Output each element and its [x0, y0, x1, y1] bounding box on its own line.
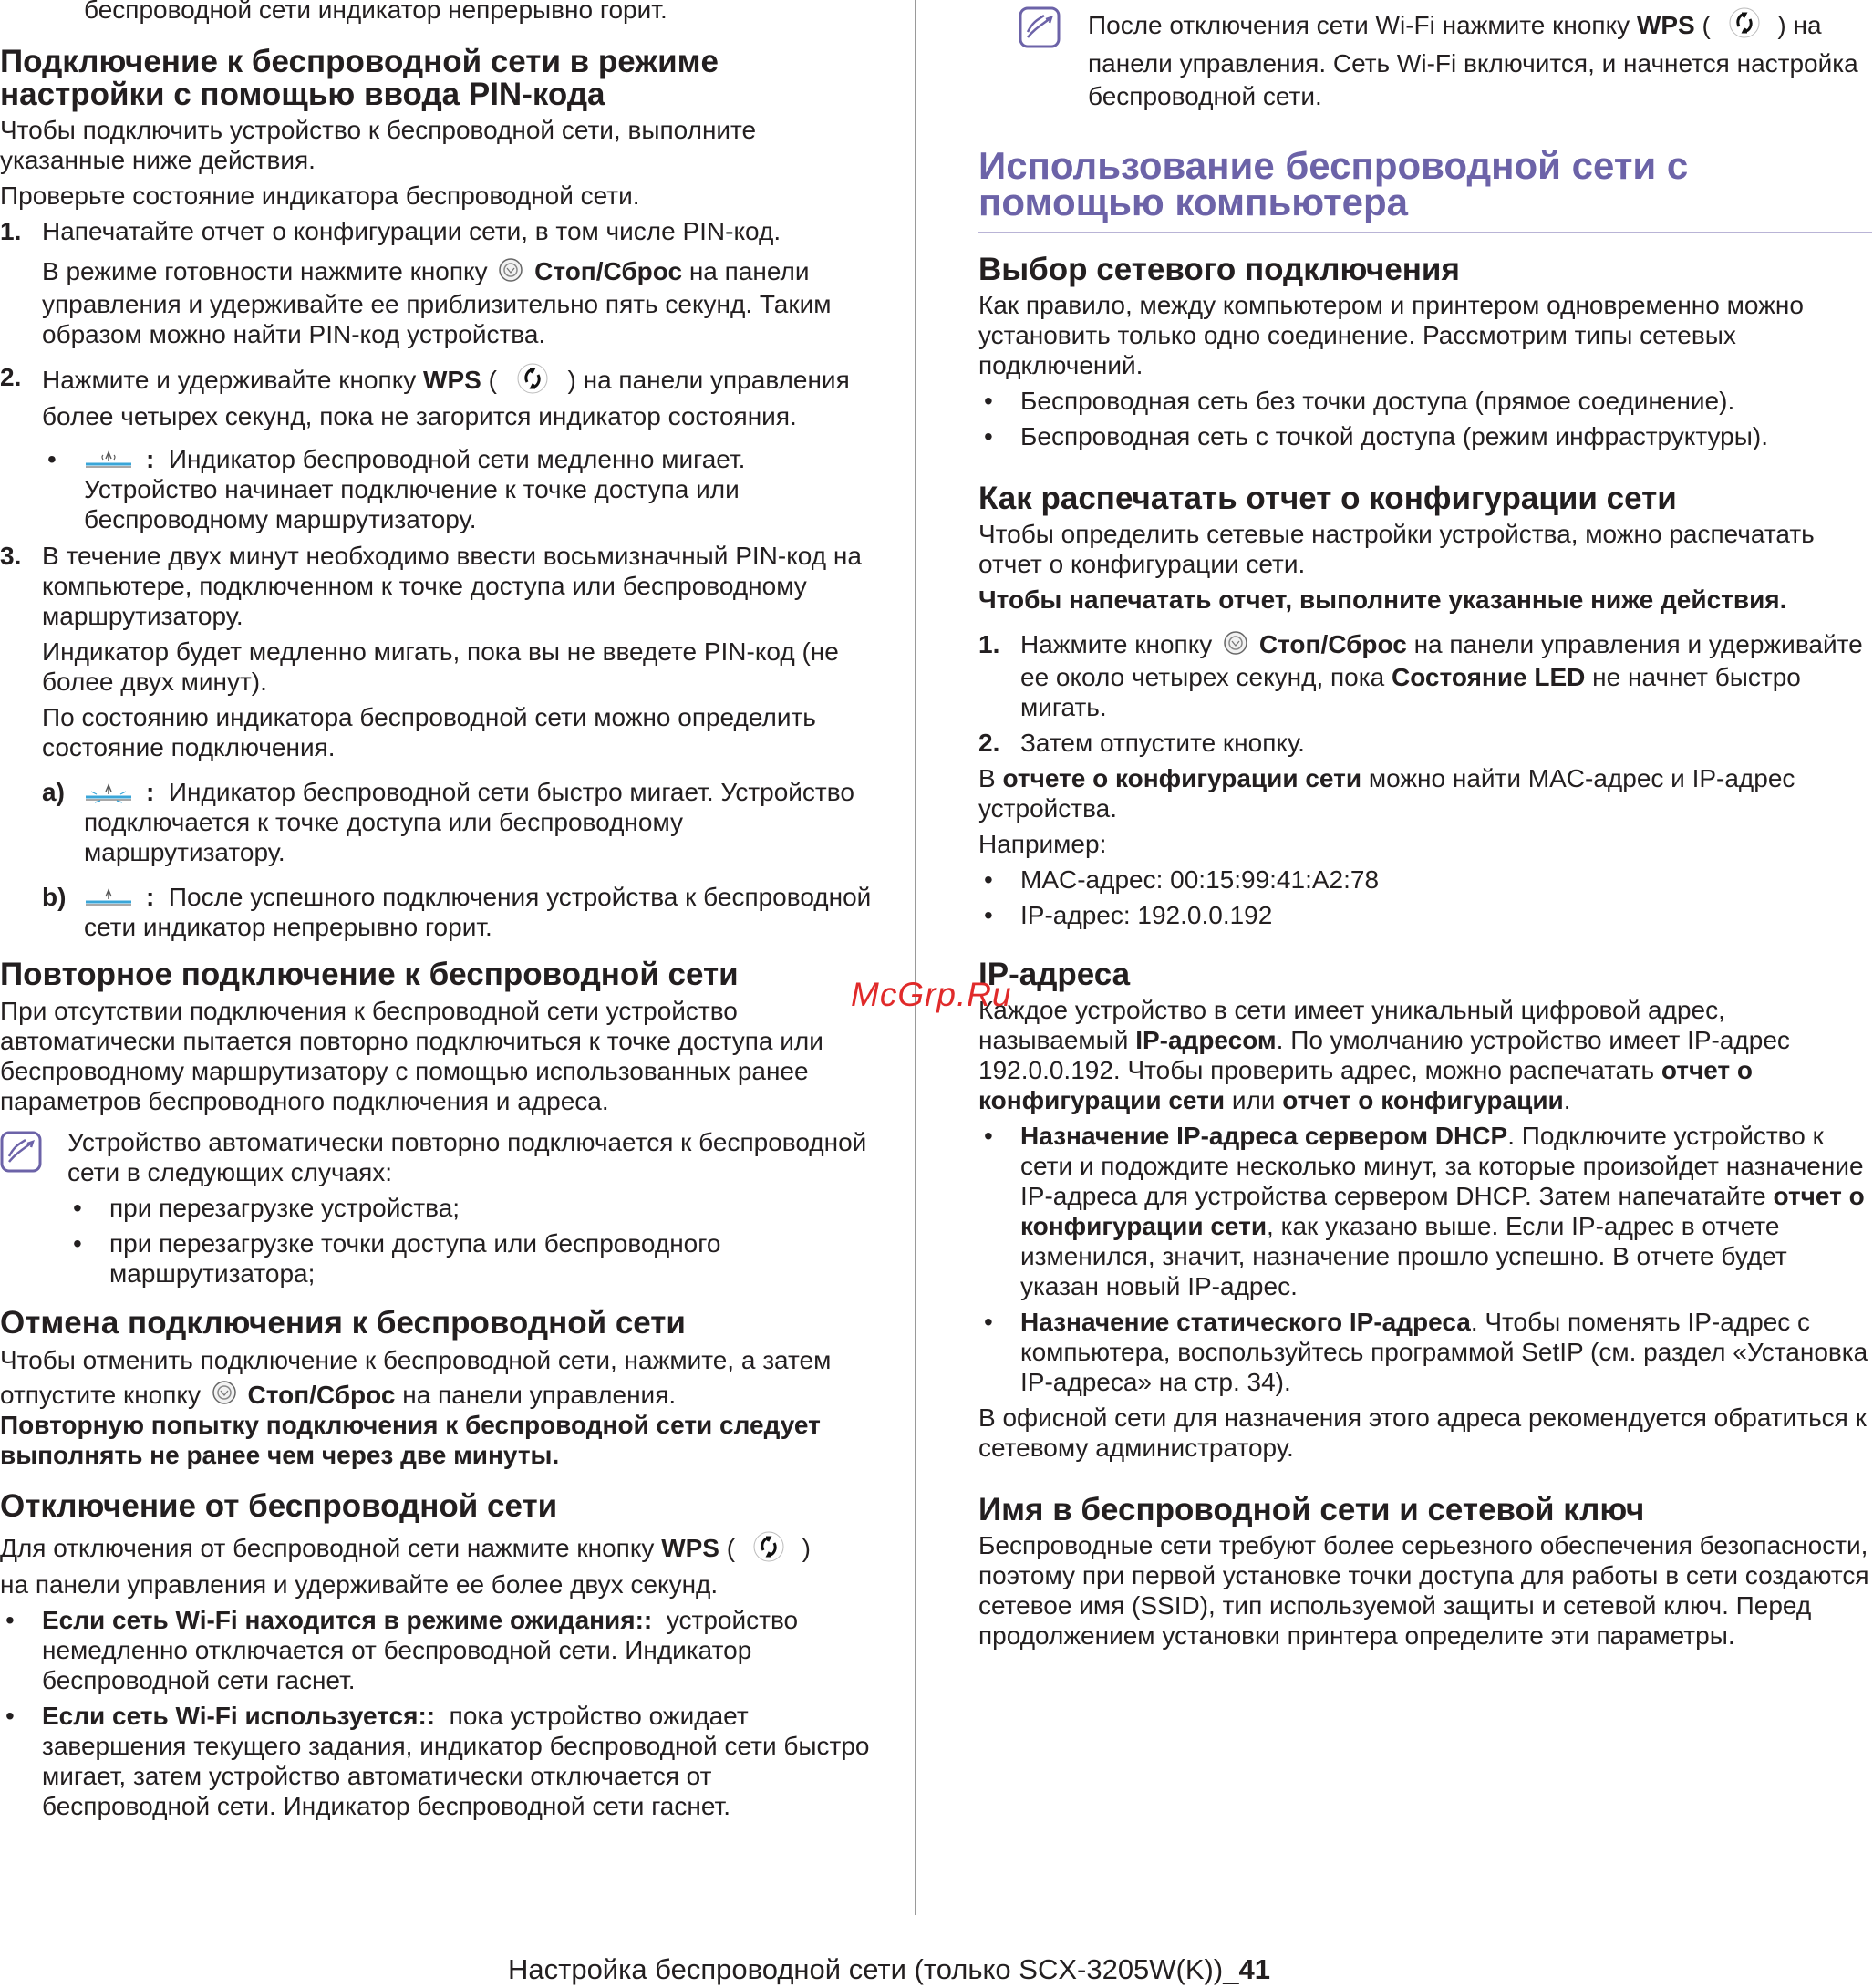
note-bullet: [67, 1228, 875, 1289]
wps-label: WPS: [423, 366, 481, 394]
reconnect-section-title: Повторное подключение к беспроводной сети: [0, 957, 739, 993]
bullet: •: [984, 901, 993, 930]
bullet: •: [73, 1229, 82, 1258]
ssid-section-title: Имя в беспроводной сети и сетевой ключ: [978, 1492, 1645, 1528]
wps-label: WPS: [661, 1533, 719, 1562]
text: можно найти MAC-адрес и IP-адрес устройства.: [978, 764, 1795, 823]
step-text: ) на панели управления более четырех секунд, пока не загорится индикатор состояния.: [42, 366, 850, 431]
wps-label: WPS: [1636, 10, 1695, 39]
cancel-text: [0, 1343, 875, 1414]
wireless-led-fast-icon: [84, 782, 140, 806]
report-step-2: [978, 728, 1872, 758]
ip-bullet-dhcp: [978, 1121, 1872, 1301]
colon: :: [146, 883, 155, 912]
bullet: •: [984, 1308, 993, 1337]
bullet-title: Если сеть Wi-Fi находится в режиме ожидания::: [42, 1605, 653, 1634]
ip-bullet-static: [978, 1307, 1872, 1397]
disconnect-section-title: Отключение от беспроводной сети: [0, 1487, 558, 1524]
ip-address: [978, 900, 1872, 930]
bullet: •: [984, 387, 993, 415]
footer-text: Настройка беспроводной сети (только SCX-3205W(K))_: [508, 1953, 1239, 1985]
step-number: 3.: [0, 542, 22, 571]
stop-reset-label: Стоп/Сброс: [534, 257, 683, 285]
step-number: 2.: [0, 363, 22, 392]
report-text: Чтобы определить сетевые настройки устройства, можно распечатать отчет о конфигурации сети.: [978, 520, 1815, 578]
text: Для отключения от беспроводной сети нажмите кнопку: [0, 1533, 655, 1562]
pin-step-3: [0, 541, 875, 631]
mac-value: MAC-адрес: 00:15:99:41:A2:78: [1020, 865, 1380, 895]
choose-bullet-2: [978, 421, 1872, 451]
bullet-title: Назначение IP-адреса сервером DHCP: [1020, 1122, 1508, 1151]
bullet-text: устройство немедленно отключается от беспроводной сети. Индикатор беспроводной сети гаснет.: [42, 1605, 799, 1694]
paren: ): [802, 1533, 811, 1562]
step-text: не начнет быстро мигать.: [1020, 663, 1801, 722]
report-name: отчете о конфигурации сети: [1002, 764, 1362, 793]
step-text: на панели управления и удерживайте ее около четырех секунд, пока: [1020, 630, 1863, 692]
report-section-title: Как распечатать отчет о конфигурации сети: [978, 481, 1677, 516]
note-text: ) на панели управления. Сеть Wi-Fi включится, и начнется настройка беспроводной сети.: [1088, 10, 1858, 110]
pin-step-3-detail-2: По состоянию индикатора беспроводной сети можно определить состояние подключения.: [42, 703, 816, 762]
main-section-title: Использование беспроводной сети с помощью компьютера: [978, 144, 1689, 223]
bullet-text: пока устройство ожидает завершения текущего задания, индикатор беспроводной сети быстро мигает, затем устройство автоматически отключается от беспроводной сети. Индикатор беспроводной сети гаснет.: [42, 1701, 870, 1820]
note-text: Устройство автоматически повторно подключается к беспроводной сети в следующих случаях:: [67, 1128, 867, 1187]
text: Чтобы отменить подключение к беспроводной сети, нажмите, а затем отпустите кнопку: [0, 1346, 832, 1410]
paren: (: [488, 366, 497, 394]
status-led-label: Состояние LED: [1391, 663, 1586, 692]
pin-step-2: [0, 362, 875, 431]
disconnect-bullet-1: [0, 1605, 875, 1695]
reconnect-text: При отсутствии подключения к беспроводной сети устройство автоматически пытается повторно подключиться к точке доступа или беспроводному маршрутизатору с помощью использованных ранее параметров беспроводного подключения и адреса.: [0, 997, 823, 1116]
text: на панели управления и удерживайте ее более двух секунд.: [0, 1569, 719, 1599]
wps-icon: [517, 362, 548, 401]
wireless-led-on-icon: [84, 887, 140, 911]
pin-section-title: Подключение к беспроводной сети в режиме настройки с помощью ввода PIN-кода: [0, 44, 719, 112]
office-text: В офисной сети для назначения этого адреса рекомендуется обратиться к сетевому администратору.: [978, 1403, 1867, 1463]
text: на панели управления.: [402, 1381, 677, 1410]
choose-text: Как правило, между компьютером и принтером одновременно можно установить только одно соединение. Рассмотрим типы сетевых подключений.: [978, 291, 1804, 379]
bullet-text: . Чтобы поменять IP-адрес с компьютера, воспользуйтесь программой SetIP (см. раздел «Установка IP-адреса» на стр. 34).: [1020, 1308, 1868, 1397]
stop-reset-icon: [1223, 630, 1248, 662]
substep-label: a): [42, 778, 65, 807]
reconnect-note: [0, 1127, 875, 1289]
step-text: Нажмите кнопку: [1020, 630, 1213, 658]
paren: (: [726, 1533, 736, 1562]
paren: (: [1702, 10, 1711, 39]
wireless-led-slow-icon: [84, 450, 140, 473]
substep-text: После успешного подключения устройства к беспроводной сети индикатор непрерывно горит.: [84, 883, 872, 942]
pin-step-3-a: [0, 777, 875, 867]
colon: :: [146, 778, 155, 807]
report-mac-text: [978, 763, 1872, 823]
title-rule: [978, 232, 1872, 233]
note-bullet: [67, 1193, 875, 1223]
top-line: беспроводной сети индикатор непрерывно горит.: [84, 0, 667, 24]
disconnect-bullet-2: [0, 1701, 875, 1821]
cancel-warning: Повторную попытку подключения к беспроводной сети следует выполнять не ранее чем через две минуты.: [0, 1410, 821, 1469]
bullet: •: [984, 422, 993, 450]
report-bold: Чтобы напечатать отчет, выполните указанные ниже действия.: [978, 585, 1787, 614]
ip-section-title: IP-адреса: [978, 957, 1131, 993]
report-step-1: [978, 629, 1872, 722]
wps-icon: [753, 1530, 784, 1569]
pin-step-2-bullet: [0, 444, 875, 534]
bullet: •: [47, 445, 57, 474]
bold-term: отчет о конфигурации сети: [978, 1056, 1754, 1115]
note-text: После отключения сети Wi-Fi нажмите кнопку: [1088, 10, 1630, 39]
text: . По умолчанию устройство имеет IP-адрес 192.0.0.192. Чтобы проверить адрес, можно распечатать: [978, 1026, 1790, 1085]
choose-section-title: Выбор сетевого подключения: [978, 252, 1460, 287]
bullet-title: Назначение статического IP-адреса: [1020, 1308, 1471, 1337]
bullet: •: [73, 1194, 82, 1223]
watermark: McGrp.Ru: [851, 976, 1012, 1013]
bullet-text: при перезагрузке устройства;: [109, 1194, 460, 1223]
bullet-text: Беспроводная сеть с точкой доступа (режим инфраструктуры).: [1020, 422, 1768, 450]
bold-term: IP-адресом: [1135, 1026, 1277, 1055]
bullet-text: Беспроводная сеть без точки доступа (прямое соединение).: [1020, 387, 1735, 415]
text: В: [978, 764, 996, 793]
detail-text: на панели управления и удерживайте ее приблизительно пять секунд. Таким образом можно найти PIN-код устройства.: [42, 257, 832, 349]
wps-icon: [1729, 6, 1760, 47]
bullet-text: Индикатор беспроводной сети медленно мигает. Устройство начинает подключение к точке доступа или беспроводному маршрутизатору.: [84, 445, 746, 534]
step-text: В течение двух минут необходимо ввести восьмизначный PIN-код на компьютере, подключенном к точке доступа или беспроводному маршрутизатору.: [42, 542, 862, 631]
right-column: [978, 0, 1872, 1651]
note-icon: [1019, 6, 1061, 57]
stop-reset-label: Стоп/Сброс: [247, 1381, 396, 1410]
note-icon: [0, 1131, 42, 1179]
stop-reset-icon: [498, 257, 523, 289]
example-label: Например:: [978, 830, 1107, 859]
bullet: •: [5, 1701, 15, 1730]
pin-step-1: [0, 216, 875, 246]
choose-bullet-1: [978, 386, 1872, 416]
page-footer: [508, 1954, 1270, 1985]
bullet-title: Если сеть Wi-Fi используется::: [42, 1701, 436, 1730]
mac-address: [978, 865, 1872, 895]
pin-intro-2: Проверьте состояние индикатора беспроводной сети.: [0, 181, 640, 210]
wifi-note: [978, 6, 1872, 113]
pin-intro: Чтобы подключить устройство к беспроводной сети, выполните указанные ниже действия.: [0, 116, 757, 174]
pin-step-3-b: [0, 882, 875, 942]
column-divider: [915, 0, 916, 1915]
disconnect-text: [0, 1530, 875, 1600]
bullet-text: . Подключите устройство к сети и подождите несколько минут, за которые произойдет назначение IP-адреса для устройства сервером DHCP. Затем напечатайте: [1020, 1122, 1864, 1211]
left-column: [0, 0, 875, 1821]
stop-reset-label: Стоп/Сброс: [1258, 630, 1407, 658]
bullet-text: при перезагрузке точки доступа или беспроводного маршрутизатора;: [109, 1229, 721, 1289]
step-number: 2.: [978, 729, 1000, 758]
bullet: •: [984, 865, 993, 895]
detail-text: В режиме готовности нажмите кнопку: [42, 257, 488, 285]
ip-text: [978, 995, 1872, 1115]
substep-text: Индикатор беспроводной сети быстро мигает. Устройство подключается к точке доступа или беспроводному маршрутизатору.: [84, 778, 854, 867]
step-text: Нажмите и удерживайте кнопку: [42, 366, 417, 394]
ssid-text: Беспроводные сети требуют более серьезного обеспечения безопасности, поэтому при первой установке точки доступа для работы в сети создаются сетевое имя (SSID), тип используемой защиты и сетевой ключ. Перед продолжением установки принтера определите эти параметры.: [978, 1531, 1869, 1651]
page-number: 41: [1238, 1953, 1270, 1985]
step-number: 1.: [0, 217, 22, 245]
colon: :: [146, 445, 155, 474]
pin-step-3-detail-1: Индикатор будет медленно мигать, пока вы не введете PIN-код (не более двух минут).: [42, 637, 839, 697]
bullet-text: , как указано выше. Если IP-адрес в отчете изменился, значит, назначение прошло успешно. В отчете будет указан новый IP-адрес.: [1020, 1212, 1787, 1301]
text: или: [1231, 1086, 1276, 1115]
text: .: [1563, 1086, 1571, 1115]
bullet: •: [984, 1122, 993, 1151]
bullet: •: [5, 1605, 15, 1634]
step-number: 1.: [978, 630, 1000, 658]
text: Каждое устройство в сети имеет уникальный цифровой адрес, называемый: [978, 996, 1725, 1055]
step-text: Затем отпустите кнопку.: [1020, 729, 1305, 758]
step-text: Напечатайте отчет о конфигурации сети, в том числе PIN-код.: [42, 217, 781, 245]
pin-step-1-detail: [0, 256, 875, 349]
bold-term: отчет о конфигурации: [1282, 1086, 1564, 1115]
cancel-section-title: Отмена подключения к беспроводной сети: [0, 1305, 686, 1341]
ip-value: IP-адрес: 192.0.0.192: [1020, 901, 1273, 930]
bold-term: отчет о конфигурации сети: [1020, 1182, 1865, 1241]
substep-label: b): [42, 883, 67, 912]
